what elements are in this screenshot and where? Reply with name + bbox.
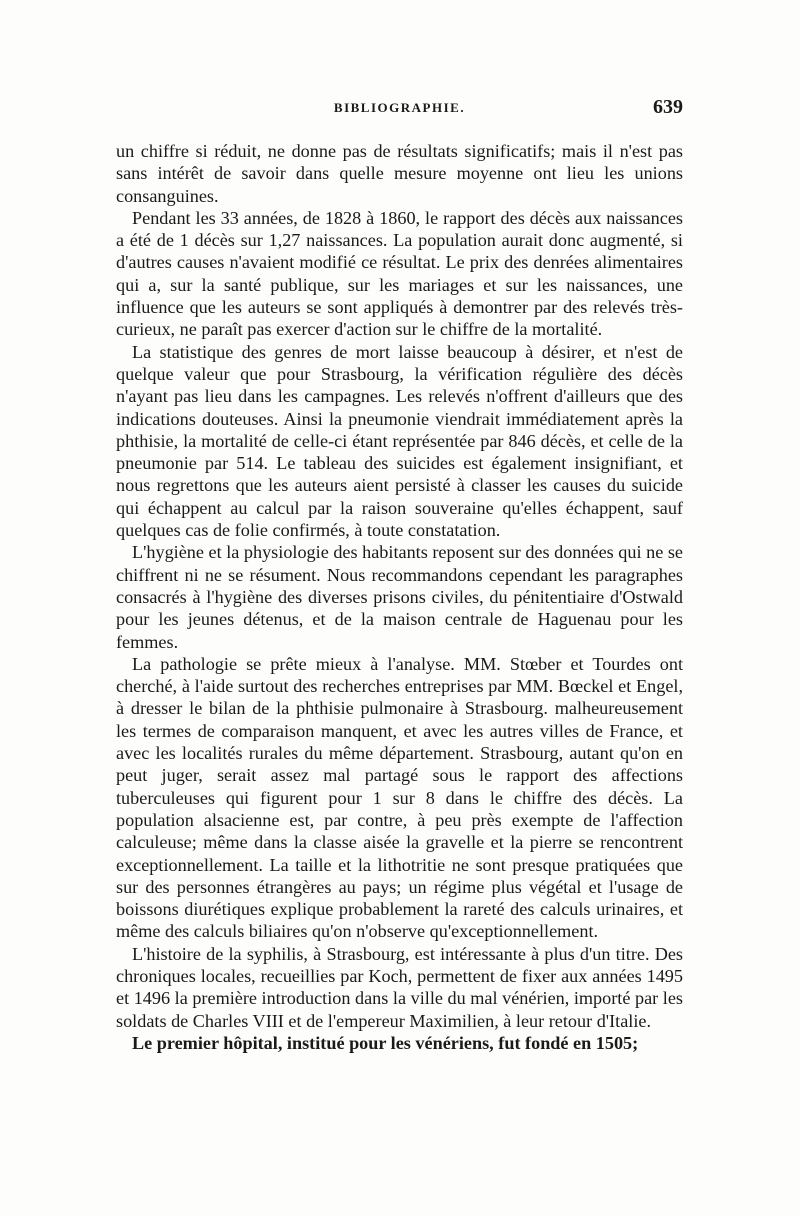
page-number: 639 (653, 96, 683, 118)
paragraph-causes-of-death: La statistique des genres de mort laisse beaucoup à désirer, et n'est de quelque valeur que pour Strasbourg, la vérification régulière des décès n'ayant pas lieu dans les campagnes. Les relevés n'offrent d'ailleurs que des indications douteuses. Ainsi la pneumonie viendrait immédiatement après la phthisie, la mortalité de celle-ci étant représentée par 846 décès, et celle de la pneumonie par 514. Le tableau des suicides est également insignifiant, et nous regrettons que les auteurs aient persisté à classer les causes du suicide qui échappent au calcul par la raison souveraine qu'elles échappent, sauf quelques cas de folie confirmés, à toute constatation. (116, 341, 683, 541)
body-text (116, 140, 683, 1054)
paragraph-hygiene: L'hygiène et la physiologie des habitants reposent sur des données qui ne se chiffrent ni ne se résument. Nous recommandons cependant les paragraphes consacrés à l'hygiène des diverses prisons civiles, du pénitentiaire d'Ostwald pour les jeunes détenus, et de la maison centrale de Haguenau pour les femmes. (116, 542, 683, 652)
paragraph-births-deaths: Pendant les 33 années, de 1828 à 1860, le rapport des décès aux naissances a été de 1 décès sur 1,27 naissances. La population aurait donc augmenté, si d'autres causes n'avaient modifié ce résultat. Le prix des denrées alimentaires qui a, sur la santé publique, sur les mariages et sur les naissances, une influence que les auteurs se sont appliqués à demontrer par des relevés très-curieux, ne paraît pas exercer d'action sur le chiffre de la mortalité. (116, 207, 683, 340)
paragraph-consanguineous-unions: un chiffre si réduit, ne donne pas de résultats significatifs; mais il n'est pas sans intérêt de savoir dans quelle mesure moyenne ont lieu les unions consanguines. (116, 141, 683, 206)
paragraph-syphilis-history: L'histoire de la syphilis, à Strasbourg, est intéressante à plus d'un titre. Des chroniques locales, recueillies par Koch, permettent de fixer aux années 1495 et 1496 la première introduction dans la ville du mal vénérien, importé par les soldats de Charles VIII et de l'empereur Maximilien, à leur retour d'Italie. (116, 943, 683, 1031)
paragraph-pathology: La pathologie se prête mieux à l'analyse. MM. Stœber et Tourdes ont cherché, à l'aide surtout des recherches entreprises par MM. Bœckel et Engel, à dresser le bilan de la phthisie pulmonaire à Strasbourg. malheureusement les termes de comparaison manquent, et avec les autres villes de France, et avec les localités rurales du même département. Strasbourg, autant qu'on en peut juger, serait assez mal partagé sous le rapport des affections tuberculeuses qui figurent pour 1 sur 8 dans le chiffre des décès. La population alsacienne est, par contre, à peu près exempte de l'affection calculeuse; même dans la classe aisée la gravelle et la pierre se rencontrent exceptionnellement. La taille et la lithotritie ne sont presque pratiquées que sur des personnes étrangères au pays; un régime plus végétal et l'usage de boissons diurétiques explique probablement la rareté des calculs urinaires, et même des calculs biliaires qu'on n'observe qu'exceptionnellement. (116, 653, 683, 942)
running-title: BIBLIOGRAPHIE. (333, 100, 466, 115)
paragraph-first-hospital: Le premier hôpital, institué pour les vénériens, fut fondé en 1505; (132, 1032, 639, 1053)
page-header (116, 96, 683, 124)
